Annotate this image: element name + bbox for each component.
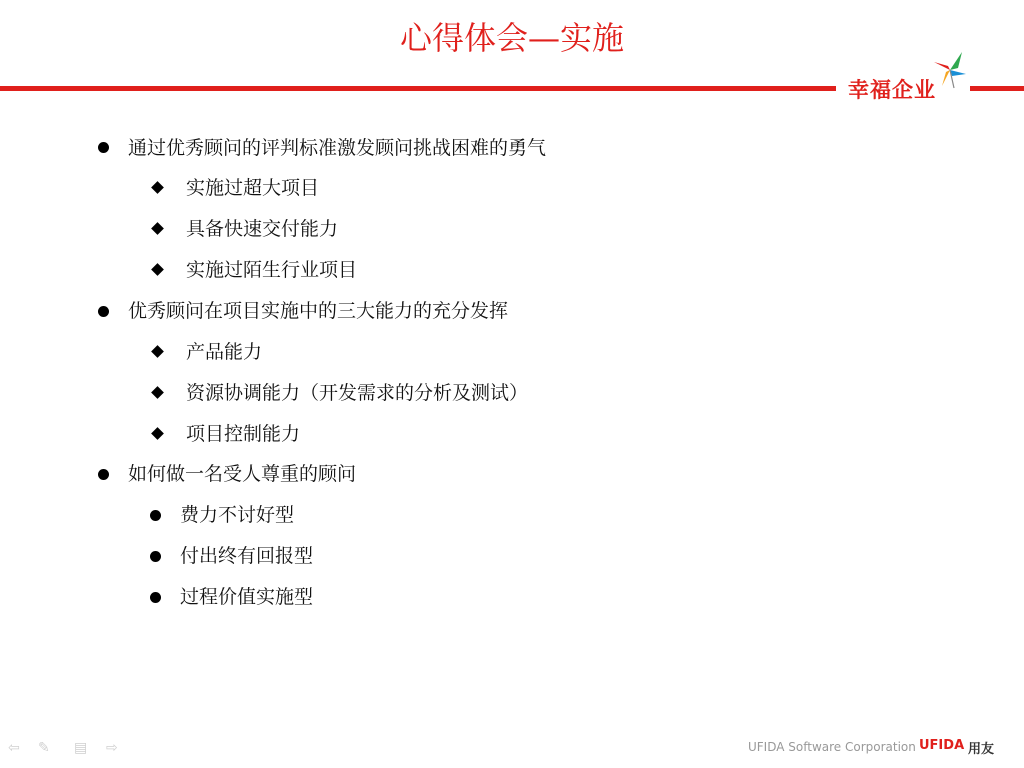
list-item: 具备快速交付能力 — [186, 218, 339, 240]
list-item: 付出终有回报型 — [180, 545, 314, 567]
footer-corporation: UFIDA Software Corporation — [748, 740, 916, 754]
footer-brand-logo: UFIDA — [919, 738, 965, 753]
list-item: 项目控制能力 — [186, 423, 301, 445]
pen-icon[interactable]: ✎ — [38, 740, 50, 756]
bullet-dot-icon — [150, 551, 161, 562]
bullet-diamond-icon — [151, 386, 164, 399]
section-heading: 如何做一名受人尊重的顾问 — [128, 463, 357, 485]
footer-brand-cn: 用友 — [968, 742, 995, 757]
list-item: 费力不讨好型 — [180, 504, 295, 526]
bullet-dot-icon — [98, 142, 109, 153]
bullet-diamond-icon — [151, 427, 164, 440]
bullet-diamond-icon — [151, 181, 164, 194]
next-arrow-icon[interactable]: ⇨ — [106, 740, 118, 756]
list-item: 资源协调能力（开发需求的分析及测试） — [186, 382, 529, 404]
bullet-dot-icon — [98, 469, 109, 480]
logo-text: 幸福企业 — [848, 78, 936, 102]
section-heading: 优秀顾问在项目实施中的三大能力的充分发挥 — [128, 300, 509, 322]
list-item: 实施过陌生行业项目 — [186, 259, 358, 281]
list-item: 实施过超大项目 — [186, 177, 320, 199]
section-heading: 通过优秀顾问的评判标准激发顾问挑战困难的勇气 — [128, 137, 547, 159]
list-item: 产品能力 — [186, 341, 263, 363]
prev-arrow-icon[interactable]: ⇦ — [8, 740, 20, 756]
bullet-diamond-icon — [151, 263, 164, 276]
menu-icon[interactable]: ▤ — [74, 740, 88, 756]
bullet-dot-icon — [98, 306, 109, 317]
bullet-diamond-icon — [151, 345, 164, 358]
slide-title: 心得体会—实施 — [399, 19, 624, 57]
list-item: 过程价值实施型 — [180, 586, 314, 608]
bullet-dot-icon — [150, 592, 161, 603]
slide-nav — [8, 740, 128, 758]
bullet-diamond-icon — [151, 222, 164, 235]
bullet-dot-icon — [150, 510, 161, 521]
